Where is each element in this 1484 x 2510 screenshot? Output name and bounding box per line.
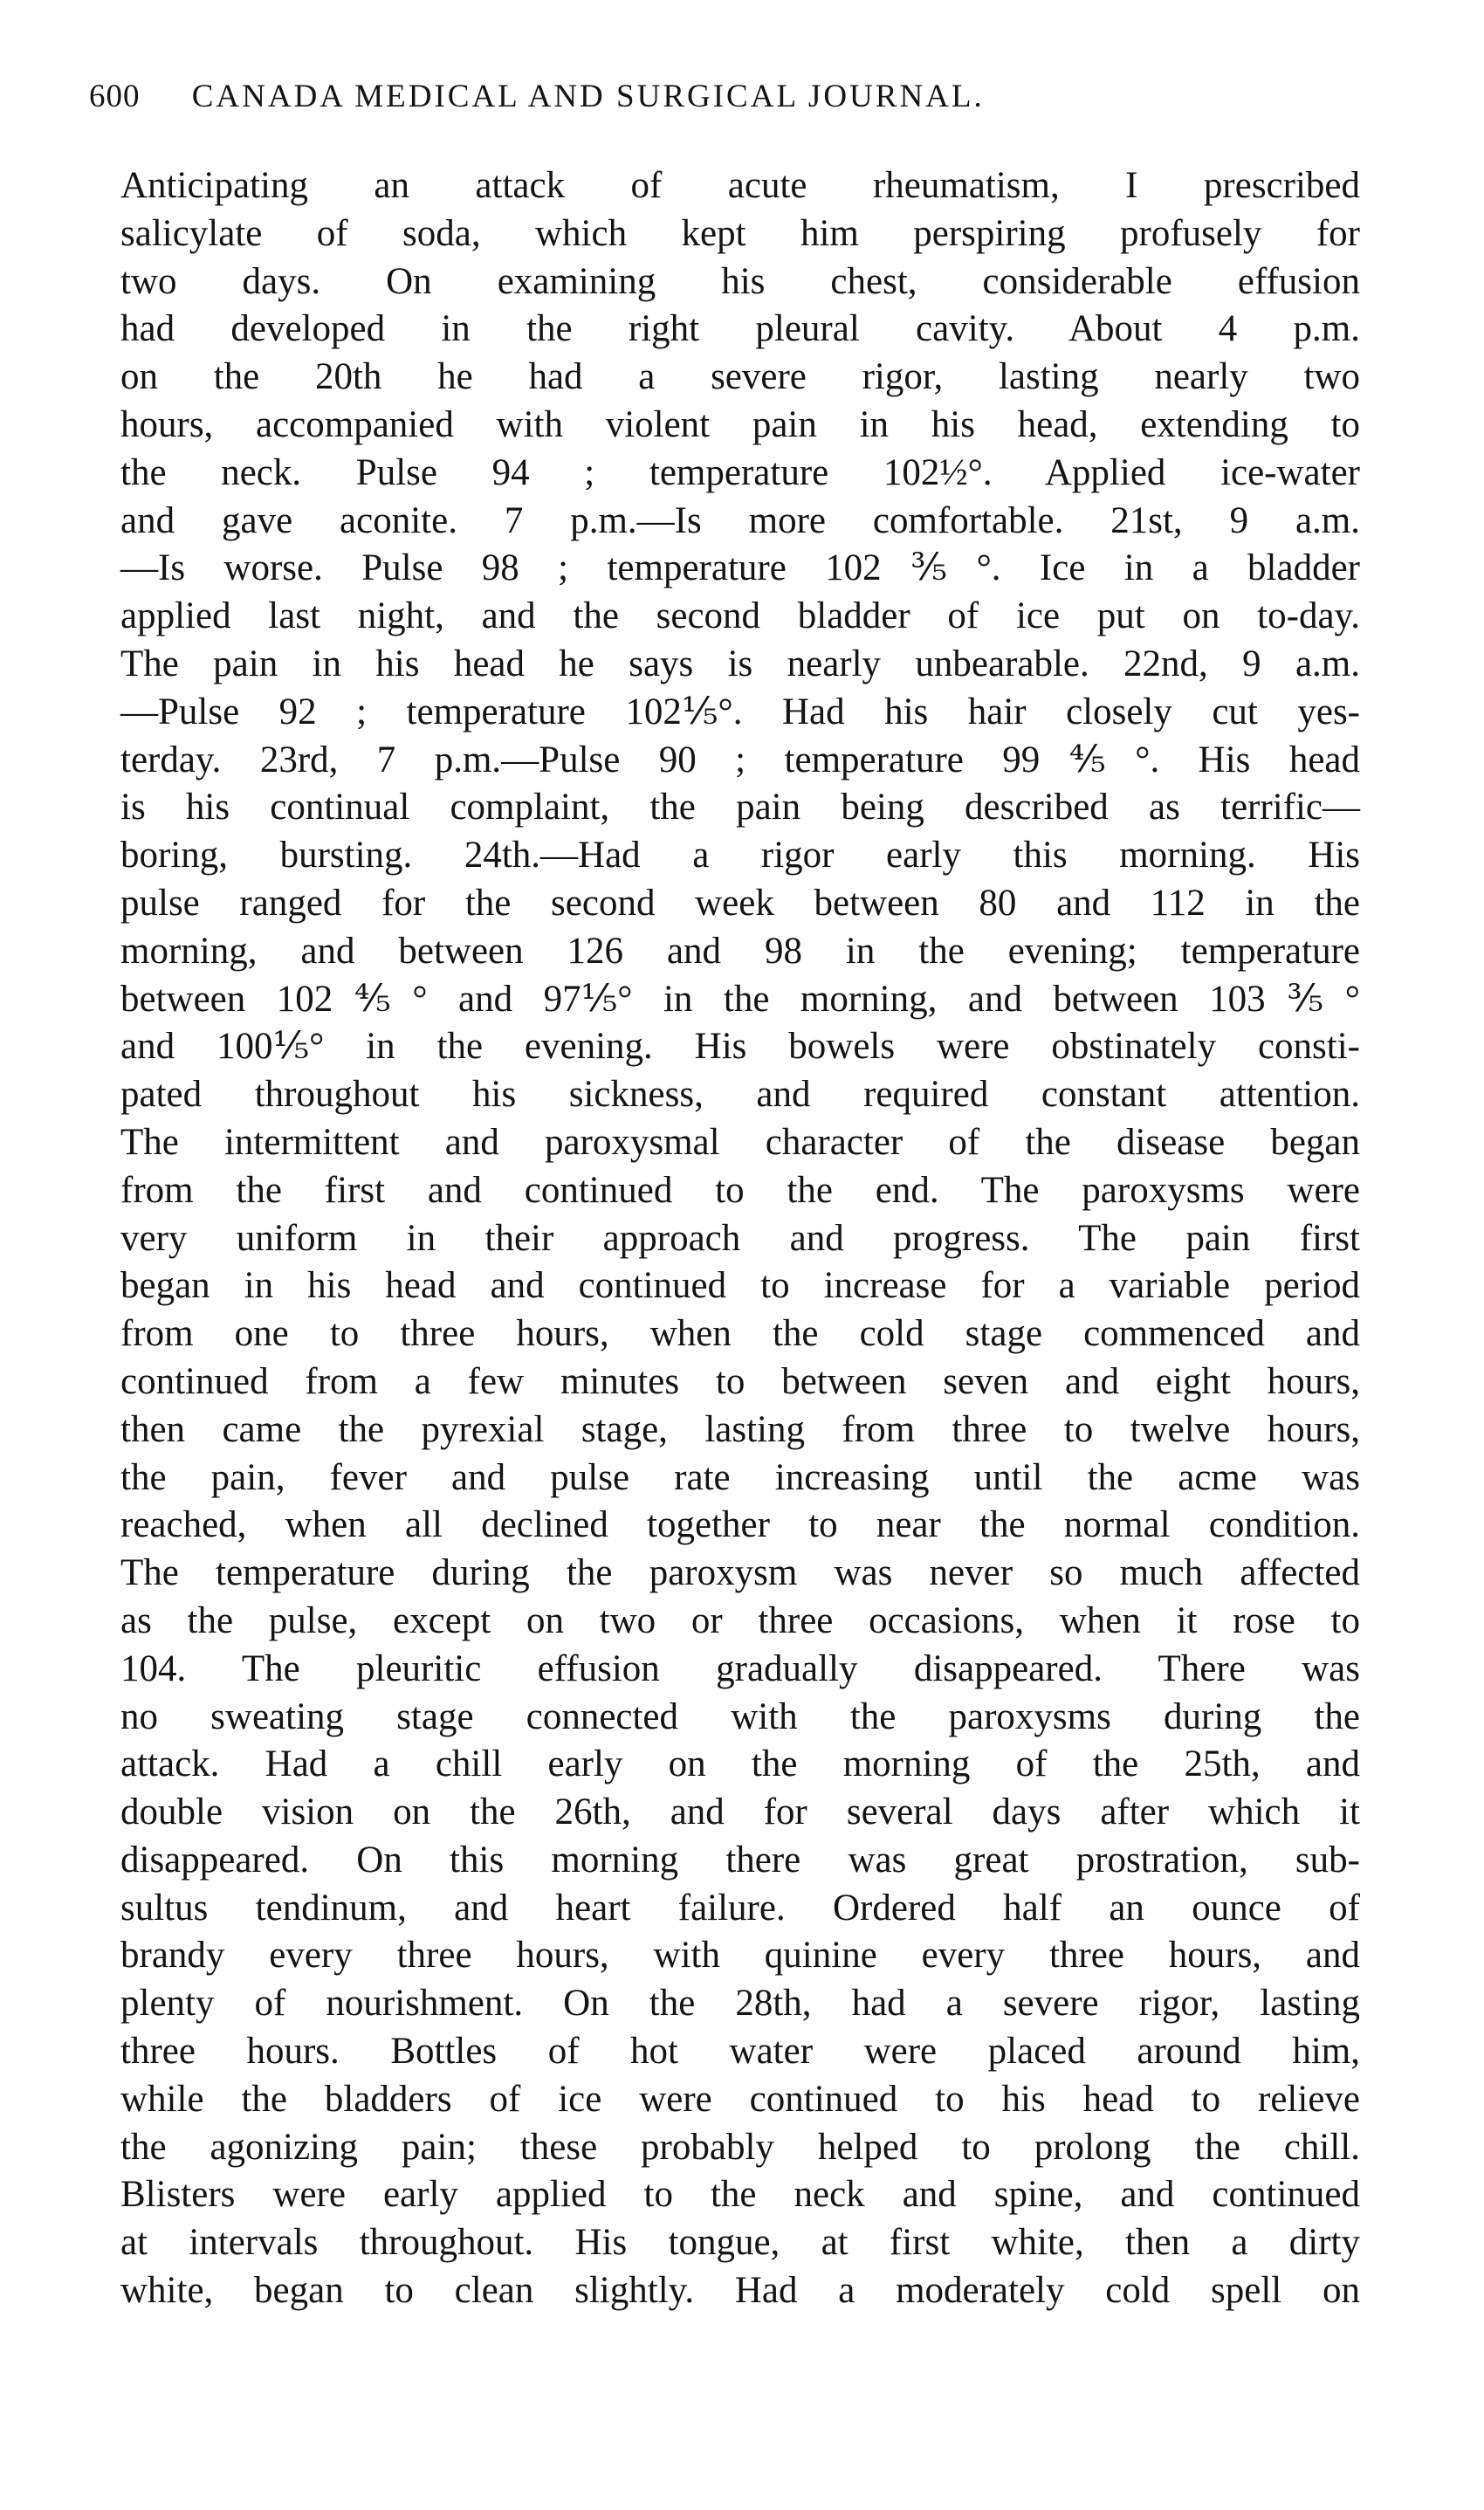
text-line: morning, and between 126 and 98 in the evening; temperature xyxy=(120,930,1360,972)
text-line: brandy every three hours, with quinine every three hours, and xyxy=(120,1935,1360,1977)
text-line: is his continual complaint, the pain being described as terrific— xyxy=(120,787,1360,829)
journal-title: CANADA MEDICAL AND SURGICAL JOURNAL. xyxy=(191,79,985,114)
text-line: 104. The pleuritic effusion gradually disappeared. There was xyxy=(120,1647,1360,1689)
text-line: on the 20th he had a severe rigor, lasting nearly two xyxy=(120,356,1360,398)
text-line: pated throughout his sickness, and required constant attention. xyxy=(120,1074,1360,1116)
text-line: hours, accompanied with violent pain in his head, extending to xyxy=(120,403,1360,445)
text-line: —Is worse. Pulse 98 ; temperature 102⅗°. Ice in a bladder xyxy=(120,547,1360,589)
text-line: the neck. Pulse 94 ; temperature 102½°. Applied ice-water xyxy=(120,451,1360,493)
text-line: while the bladders of ice were continued to his head to relieve xyxy=(120,2078,1360,2120)
text-line: applied last night, and the second bladder of ice put on to-day. xyxy=(120,595,1360,637)
text-line: reached, when all declined together to near the normal condition. xyxy=(120,1504,1360,1546)
text-line: then came the pyrexial stage, lasting from three to twelve hours, xyxy=(120,1408,1360,1450)
text-line: very uniform in their approach and progress. The pain first xyxy=(120,1217,1360,1259)
text-line: pulse ranged for the second week between 80 and 112 in the xyxy=(120,882,1360,924)
text-line: Blisters were early applied to the neck and spine, and continued xyxy=(120,2174,1360,2216)
text-line: began in his head and continued to increase for a variable period xyxy=(120,1265,1360,1307)
body-text xyxy=(120,162,1360,2315)
text-line: disappeared. On this morning there was great prostration, sub- xyxy=(120,1839,1360,1881)
text-line: no sweating stage connected with the paroxysms during the xyxy=(120,1695,1360,1737)
text-line: Anticipating an attack of acute rheumatism, I prescribed xyxy=(120,165,1360,206)
text-line: boring, bursting. 24th.—Had a rigor early this morning. His xyxy=(120,835,1360,877)
text-line: and 100⅕° in the evening. His bowels were obstinately consti- xyxy=(120,1026,1360,1068)
text-line: from the first and continued to the end. The paroxysms were xyxy=(120,1169,1360,1211)
text-line: and gave aconite. 7 p.m.—Is more comfortable. 21st, 9 a.m. xyxy=(120,499,1360,541)
text-line: terday. 23rd, 7 p.m.—Pulse 90 ; temperature 99⅘°. His head xyxy=(120,739,1360,781)
text-line: The intermittent and paroxysmal character of the disease began xyxy=(120,1121,1360,1163)
text-line: continued from a few minutes to between seven and eight hours, xyxy=(120,1360,1360,1402)
text-line: plenty of nourishment. On the 28th, had a severe rigor, lasting xyxy=(120,1983,1360,2025)
text-line: attack. Had a chill early on the morning of the 25th, and xyxy=(120,1743,1360,1785)
text-line: The temperature during the paroxysm was never so much affected xyxy=(120,1552,1360,1594)
text-line: double vision on the 26th, and for several days after which it xyxy=(120,1791,1360,1833)
text-line: the agonizing pain; these probably helped to prolong the chill. xyxy=(120,2126,1360,2168)
text-line: two days. On examining his chest, considerable effusion xyxy=(120,260,1360,302)
text-line: white, began to clean slightly. Had a moderately cold spell on xyxy=(120,2270,1360,2312)
text-line: three hours. Bottles of hot water were placed around him, xyxy=(120,2031,1360,2073)
text-line: The pain in his head he says is nearly unbearable. 22nd, 9 a.m. xyxy=(120,643,1360,684)
text-line: between 102⅘° and 97⅕° in the morning, and between 103⅗° xyxy=(120,978,1360,1020)
text-line: had developed in the right pleural cavity. About 4 p.m. xyxy=(120,308,1360,350)
text-line: at intervals throughout. His tongue, at first white, then a dirty xyxy=(120,2222,1360,2264)
text-line: sultus tendinum, and heart failure. Ordered half an ounce of xyxy=(120,1887,1360,1929)
page-number: 600 xyxy=(89,79,141,114)
text-line: salicylate of soda, which kept him perspiring profusely for xyxy=(120,212,1360,254)
text-line: as the pulse, except on two or three occasions, when it rose to xyxy=(120,1599,1360,1641)
text-line: the pain, fever and pulse rate increasing until the acme was xyxy=(120,1456,1360,1498)
running-head xyxy=(89,75,1381,119)
text-line: —Pulse 92 ; temperature 102⅕°. Had his hair closely cut yes- xyxy=(120,691,1360,732)
text-line: from one to three hours, when the cold stage commenced and xyxy=(120,1313,1360,1355)
